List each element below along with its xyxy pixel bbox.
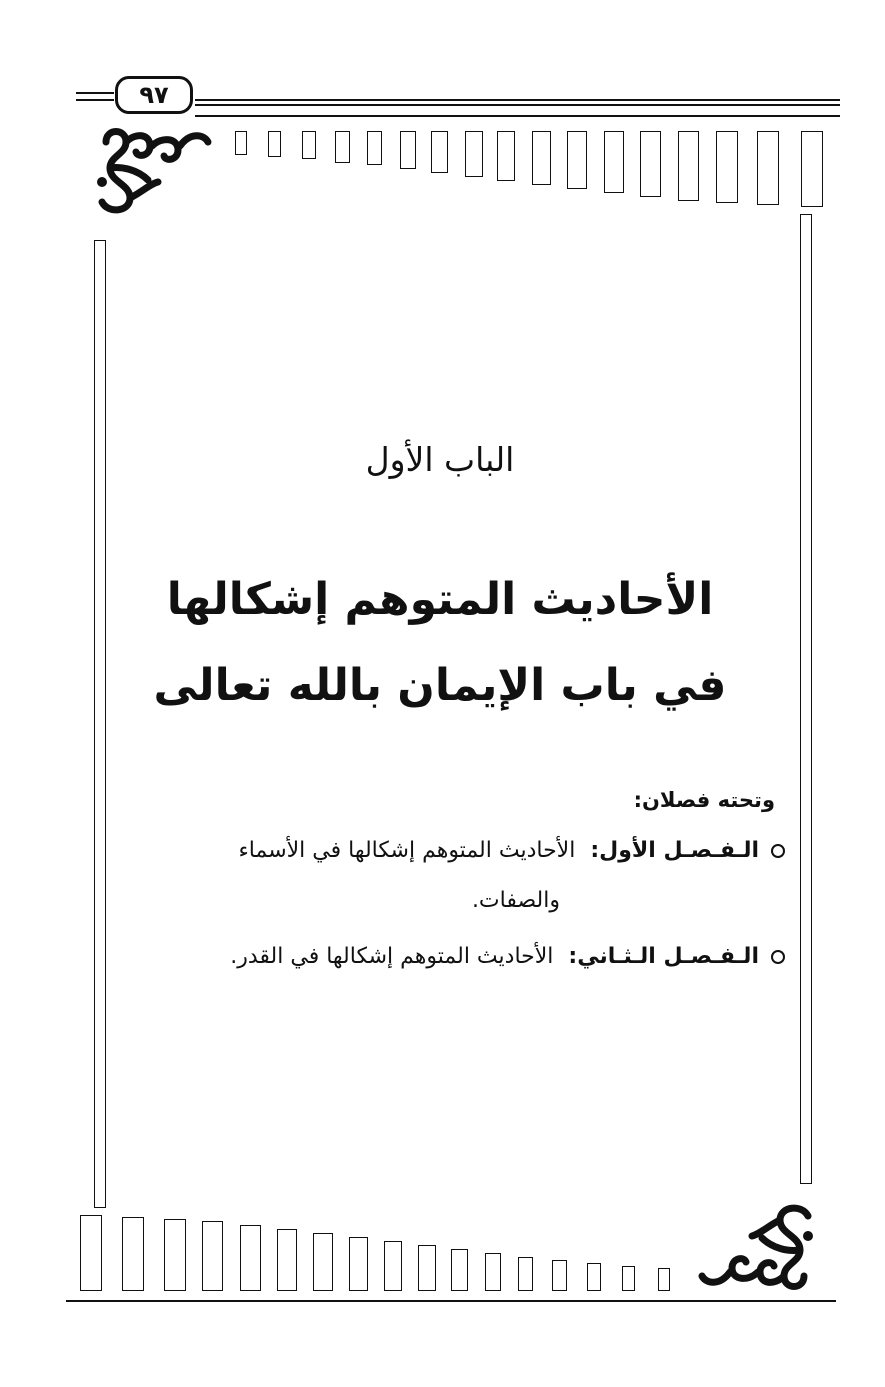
border-square [604,131,624,193]
border-square [567,131,587,189]
chapter-text: الأحاديث المتوهم إشكالها في القدر. [230,944,554,969]
header-rule-left-2 [76,99,114,101]
ornament-top-left [92,122,222,222]
border-square [418,1245,436,1291]
chapter-item-2 [230,944,785,969]
border-square [80,1215,102,1291]
header-rule-right-3 [195,115,840,117]
border-square [757,131,779,205]
border-square [240,1225,261,1291]
border-square [335,131,350,163]
chapters-intro: وتحته فصلان: [633,788,775,812]
header-rule-right-2 [195,104,840,106]
page-number: ٩٧ [115,76,193,114]
header-rule-right-1 [195,99,840,101]
page-title-line-2: في باب الإيمان بالله تعالى [153,660,727,711]
chapter-item-1 [238,838,785,863]
border-square [587,1263,601,1291]
chapter-text: الأحاديث المتوهم إشكالها في الأسماء [238,838,576,863]
border-square [465,131,483,177]
border-square [268,131,281,157]
border-square [400,131,416,169]
border-square [313,1233,333,1291]
border-square [349,1237,368,1291]
border-square [497,131,515,181]
border-square [122,1217,144,1291]
chapter-item-1-continuation: والصفات. [471,888,560,913]
border-square [202,1221,223,1291]
right-border-bar [800,214,812,1184]
footer-rule [66,1300,836,1302]
chapter-label: الـفـصـل الأول: [590,838,759,863]
border-square [518,1257,533,1291]
header-rule-left-1 [76,92,114,94]
border-square [485,1253,501,1291]
ornament-bottom-right [688,1198,818,1296]
border-square [277,1229,297,1291]
section-label: الباب الأول [365,440,515,479]
circle-bullet-icon [771,950,785,964]
chapter-label: الـفـصـل الـثـاني: [568,944,759,969]
left-border-bar [94,240,106,1208]
circle-bullet-icon [771,844,785,858]
border-square [716,131,738,203]
border-square [622,1266,635,1291]
border-square [678,131,699,201]
border-square [532,131,551,185]
border-square [384,1241,402,1291]
border-square [302,131,316,159]
border-square [552,1260,567,1291]
border-square [164,1219,186,1291]
border-square [431,131,448,173]
border-square [658,1268,670,1291]
border-square [801,131,823,207]
border-square [451,1249,468,1291]
border-square [640,131,661,197]
border-square [367,131,382,165]
border-square [235,131,247,155]
page-title-line-1: الأحاديث المتوهم إشكالها [166,574,714,625]
